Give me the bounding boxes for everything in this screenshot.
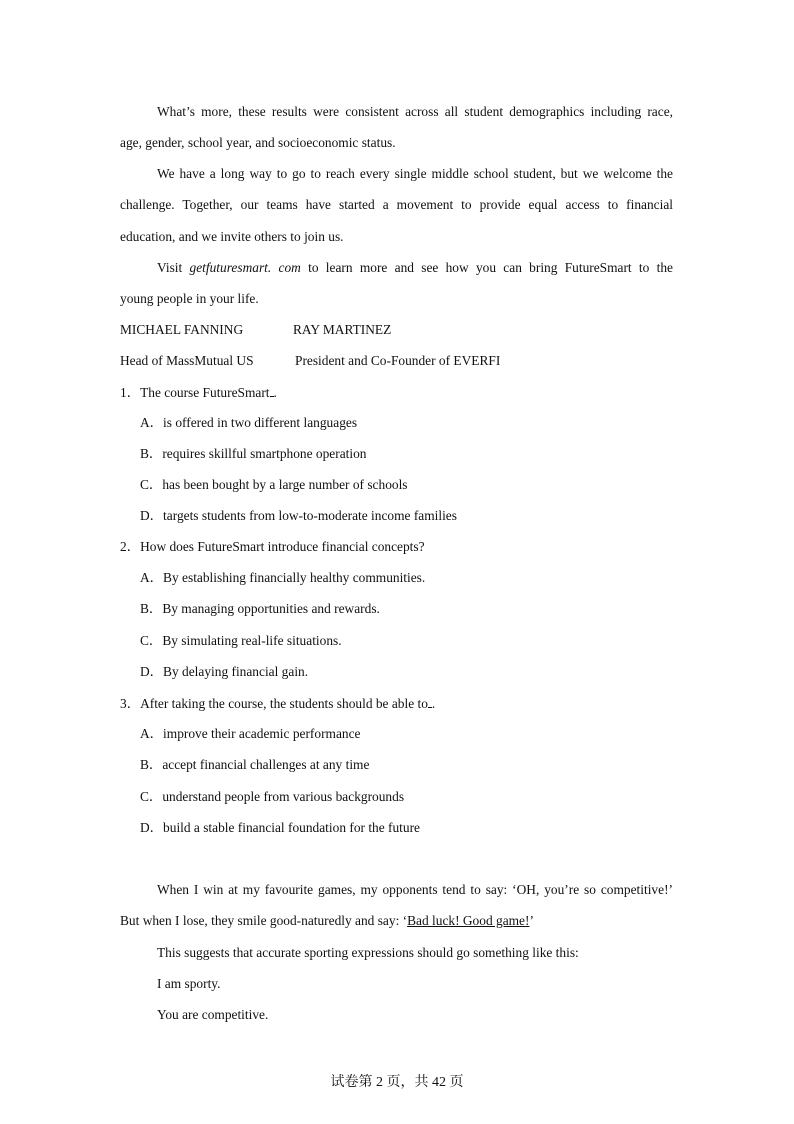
passage-b-paragraph-1-line-2 — [120, 911, 673, 931]
signature-names — [120, 320, 673, 340]
question-2-stem: 2．How does FutureSmart introduce financial concepts? — [120, 539, 425, 554]
closing-quote: ’ — [529, 913, 534, 928]
visit-rest-text: to learn more and see how you can bring FutureSmart to the — [308, 260, 673, 275]
passage-b-paragraph-1-line-1: When I win at my favourite games, my opponents tend to say: ‘OH, you’re so competitive!’ — [157, 882, 673, 897]
question-1-stem-text: 1．The course FutureSmart — [120, 385, 270, 400]
question-3-stem — [120, 693, 673, 713]
signer-2-title: President and Co-Founder of EVERFI — [295, 353, 501, 368]
question-3-option-d: D．build a stable financial foundation for the future — [140, 820, 421, 835]
question-3-option-a: A．improve their academic performance — [140, 726, 361, 741]
visit-text: Visit — [157, 260, 183, 275]
passage-a-paragraph-3-line-2: young people in your life. — [120, 291, 259, 306]
page-footer: 试卷第 2 页，共 42 页 — [330, 1075, 464, 1090]
passage-a-paragraph-2-line-3: education, and we invite others to join us. — [120, 229, 344, 244]
passage-a-paragraph-1-line-1: What’s more, these results were consistent across all student demographics including race, — [157, 104, 673, 119]
passage-a-paragraph-2-line-2: challenge. Together, our teams have started a movement to provide equal access to financial — [120, 197, 673, 212]
passage-a-paragraph-1-line-2: age, gender, school year, and socioeconomic status. — [120, 135, 396, 150]
question-2-option-a: A．By establishing financially healthy communities. — [140, 570, 426, 585]
signer-2-name: RAY MARTINEZ — [293, 322, 392, 337]
question-1-option-d: D．targets students from low-to-moderate income families — [140, 508, 457, 523]
signer-1-name: MICHAEL FANNING — [120, 322, 244, 337]
question-2-option-b: B．By managing opportunities and rewards. — [140, 601, 380, 616]
question-1-stem — [120, 382, 673, 402]
passage-b-paragraph-2: This suggests that accurate sporting expressions should go something like this: — [157, 945, 579, 960]
passage-b-paragraph-3: I am sporty. — [157, 976, 221, 991]
question-2-option-c: C．By simulating real-life situations. — [140, 633, 342, 648]
question-1-option-a: A．is offered in two different languages — [140, 415, 358, 430]
question-3-option-c: C．understand people from various backgrounds — [140, 789, 405, 804]
signer-1-title: Head of MassMutual US — [120, 353, 254, 368]
passage-b-paragraph-4: You are competitive. — [157, 1007, 269, 1022]
signature-titles — [120, 351, 673, 371]
question-3-stem-text: 3．After taking the course, the students should be able to — [120, 696, 428, 711]
question-3-stem-end: . — [431, 696, 436, 711]
question-1-option-c: C．has been bought by a large number of schools — [140, 477, 408, 492]
passage-a-paragraph-3-line-1 — [157, 258, 673, 278]
question-1-stem-end: . — [273, 385, 277, 400]
underlined-phrase: Bad luck! Good game! — [407, 913, 530, 928]
website-link-text: getfuturesmart. com — [189, 260, 301, 275]
passage-a-paragraph-2-line-1: We have a long way to go to reach every single middle school student, but we welcome the — [157, 166, 673, 181]
passage-b-line-2-text: But when I lose, they smile good-naturedly and say: ‘ — [120, 913, 408, 928]
question-3-option-b: B．accept financial challenges at any time — [140, 757, 370, 772]
question-1-option-b: B．requires skillful smartphone operation — [140, 446, 367, 461]
question-2-option-d: D．By delaying financial gain. — [140, 664, 309, 679]
